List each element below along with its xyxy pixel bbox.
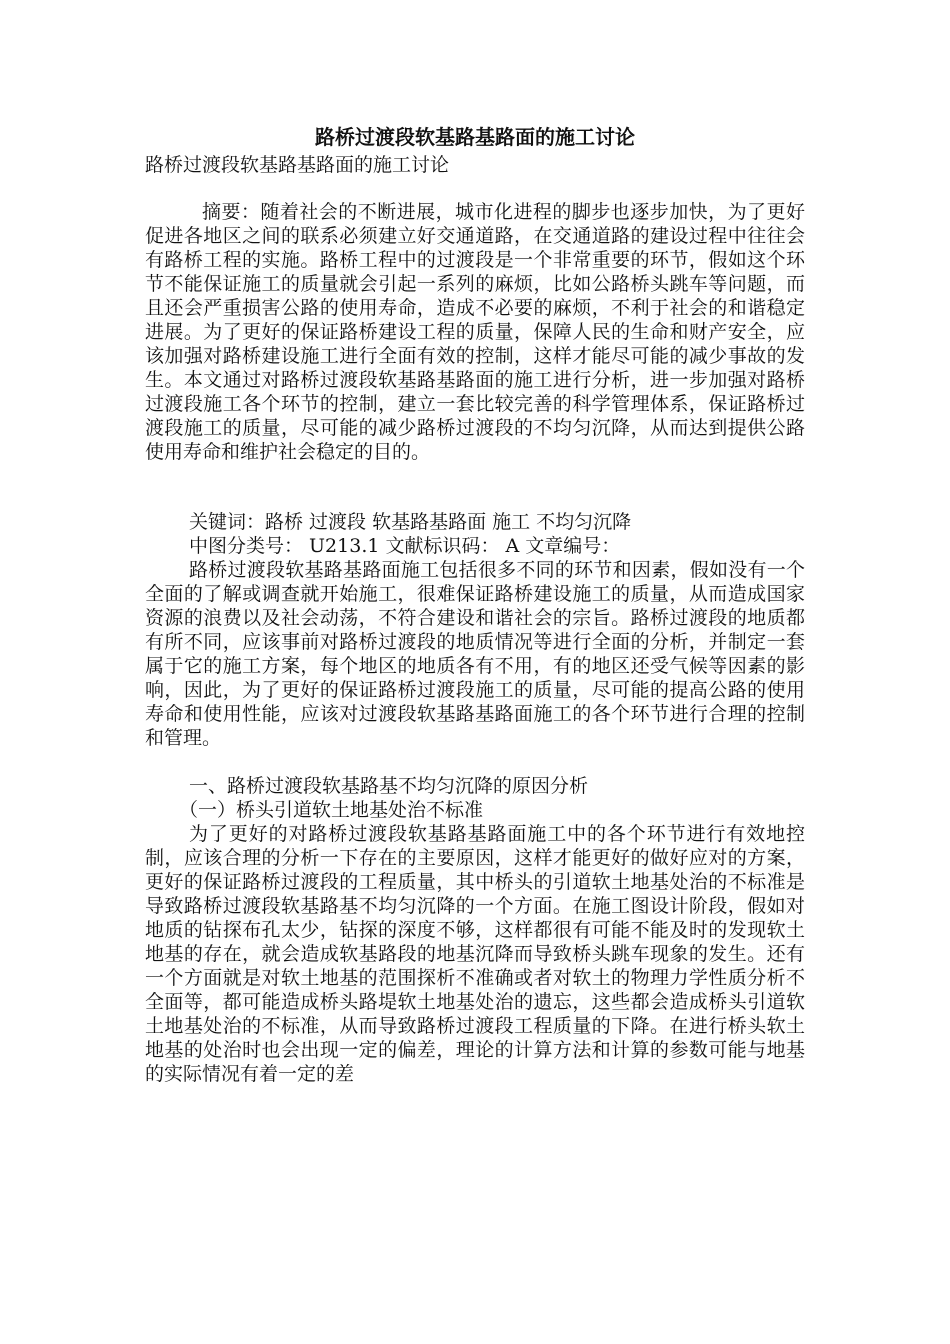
abstract-paragraph: 摘要：随着社会的不断进展，城市化进程的脚步也逐步加快，为了更好促进各地区之间的联系必须建立好交通道路，在交通道路的建设过程中往往会有路桥工程的实施。路桥工程中的过渡段是一个非常重要的环节，假如这个环节不能保证施工的质量就会引起一系列的麻烦，比如公路桥头跳车等问题，而且还会严重损害公路的使用寿命，造成不必要的麻烦，不利于社会的和谐稳定进展。为了更好的保证路桥建设工程的质量，保障人民的生命和财产安全，应该加强对路桥建设施工进行全面有效的控制，这样才能尽可能的减少事故的发生。本文通过对路桥过渡段软基路基路面的施工进行分析，进一步加强对路桥过渡段施工各个环节的控制，建立一套比较完善的科学管理体系，保证路桥过渡段施工的质量，尽可能的减少路桥过渡段的不均匀沉降，从而达到提供公路使用寿命和维护社会稳定的目的。: [145, 201, 805, 463]
spacer: [145, 464, 805, 510]
spacer: [145, 750, 805, 774]
subsection-body-paragraph: 为了更好的对路桥过渡段软基路基路面施工中的各个环节进行有效地控制，应该合理的分析一下存在的主要原因，这样才能更好的做好应对的方案，更好的保证路桥过渡段的工程质量，其中桥头的引道软土地基处治的不标准是导致路桥过渡段软基路基不均匀沉降的一个方面。在施工图设计阶段，假如对地质的钻探布孔太少，钻探的深度不够，这样都很有可能不能及时的发现软土地基的存在，就会造成软基路段的地基沉降而导致桥头跳车现象的发生。还有一个方面就是对软土地基的范围探析不准确或者对软土的物理力学性质分析不全面等，都可能造成桥头路堤软土地基处治的遗忘，这些都会造成桥头引道软土地基处治的不标准，从而导致路桥过渡段工程质量的下降。在进行桥头软土地基的处治时也会出现一定的偏差，理论的计算方法和计算的参数可能与地基的实际情况有着一定的差: [145, 823, 805, 1085]
classification-line: 中图分类号： U213.1 文献标识码： A 文章编号：: [189, 535, 621, 557]
document-page: [145, 122, 805, 1086]
document-subtitle: 路桥过渡段软基路基路面的施工讨论: [145, 154, 450, 176]
intro-paragraph: 路桥过渡段软基路基路面施工包括很多不同的环节和因素，假如没有一个全面的了解或调查就开始施工，很难保证路桥建设施工的质量，从而造成国家资源的浪费以及社会动荡，不符合建设和谐社会的宗旨。路桥过渡段的地质都有所不同，应该事前对路桥过渡段的地质情况等进行全面的分析，并制定一套属于它的施工方案，每个地区的地质各有不用，有的地区还受气候等因素的影响，因此，为了更好的保证路桥过渡段施工的质量，尽可能的提高公路的使用寿命和使用性能，应该对过渡段软基路基路面施工的各个环节进行合理的控制和管理。: [145, 559, 805, 749]
keywords-line: 关键词：路桥 过渡段 软基路基路面 施工 不均匀沉降: [189, 511, 632, 533]
section-heading: 一、路桥过渡段软基路基不均匀沉降的原因分析: [189, 775, 589, 797]
subsection-heading: （一）桥头引道软土地基处治不标准: [179, 799, 484, 821]
document-title: 路桥过渡段软基路基路面的施工讨论: [315, 125, 635, 149]
